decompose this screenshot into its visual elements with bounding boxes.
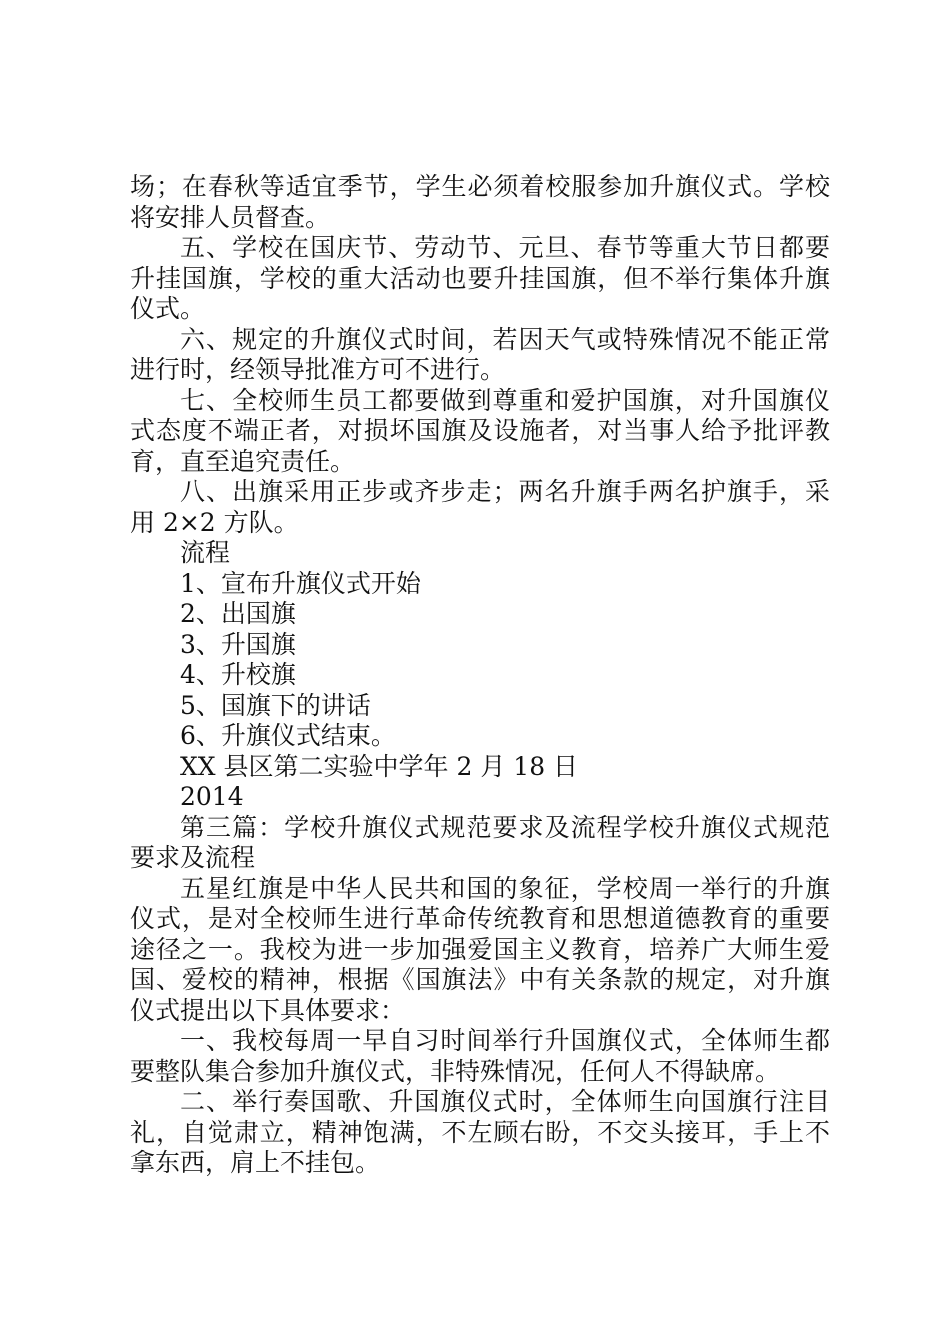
text-line: 用 2×2 方队。 bbox=[130, 507, 299, 537]
text-line: 礼，自觉肃立，精神饱满，不左顾右盼，不交头接耳，手上不 bbox=[130, 1117, 830, 1147]
text-line: 仪式，是对全校师生进行革命传统教育和思想道德教育的重要 bbox=[130, 904, 830, 933]
text-line: 途径之一。我校为进一步加强爱国主义教育，培养广大师生爱 bbox=[130, 934, 830, 964]
text-line: 要整队集合参加升旗仪式，非特殊情况，任何人不得缺席。 bbox=[130, 1056, 781, 1086]
signature-line: XX 县区第二实验中学年 2 月 18 日 bbox=[180, 751, 579, 781]
text-line: 二、举行奏国歌、升国旗仪式时，全体师生向国旗行注目 bbox=[180, 1087, 830, 1116]
text-line: 国、爱校的精神，根据《国旗法》中有关条款的规定，对升旗 bbox=[130, 965, 830, 994]
list-item: 1、宣布升旗仪式开始 bbox=[180, 568, 421, 598]
text-line: 育，直至追究责任。 bbox=[130, 446, 356, 476]
document-body bbox=[130, 172, 830, 1179]
text-line: 进行时，经领导批准方可不进行。 bbox=[130, 355, 506, 384]
text-line: 五、学校在国庆节、劳动节、元旦、春节等重大节日都要 bbox=[180, 233, 830, 262]
list-item: 3、升国旗 bbox=[180, 629, 296, 659]
chapter-title: 第三篇：学校升旗仪式规范要求及流程学校升旗仪式规范 bbox=[180, 812, 830, 842]
text-line: 一、我校每周一早自习时间举行升国旗仪式，全体师生都 bbox=[180, 1026, 830, 1055]
text-line: 将安排人员督查。 bbox=[130, 202, 331, 232]
list-item: 2、出国旗 bbox=[180, 599, 296, 628]
text-line: 五星红旗是中华人民共和国的象征，学校周一举行的升旗 bbox=[180, 873, 830, 903]
list-item: 5、国旗下的讲话 bbox=[180, 690, 371, 720]
chapter-title: 要求及流程 bbox=[130, 843, 256, 872]
text-line: 场；在春秋等适宜季节，学生必须着校服参加升旗仪式。学校 bbox=[130, 172, 830, 201]
list-item: 6、升旗仪式结束。 bbox=[180, 721, 396, 750]
text-line: 仪式提出以下具体要求： bbox=[130, 995, 406, 1025]
text-line: 升挂国旗，学校的重大活动也要升挂国旗，但不举行集体升旗 bbox=[130, 263, 830, 293]
text-line: 拿东西，肩上不挂包。 bbox=[130, 1148, 381, 1177]
text-line: 仪式。 bbox=[130, 294, 206, 323]
text-line: 七、全校师生员工都要做到尊重和爱护国旗，对升国旗仪 bbox=[180, 385, 830, 415]
text-line: 六、规定的升旗仪式时间，若因天气或特殊情况不能正常 bbox=[180, 324, 830, 354]
list-item: 4、升校旗 bbox=[180, 660, 296, 689]
year-line: 2014 bbox=[180, 782, 244, 811]
text-line: 八、出旗采用正步或齐步走；两名升旗手两名护旗手，采 bbox=[180, 477, 830, 506]
section-heading: 流程 bbox=[180, 538, 231, 567]
text-line: 式态度不端正者，对损坏国旗及设施者，对当事人给予批评教 bbox=[130, 416, 830, 445]
